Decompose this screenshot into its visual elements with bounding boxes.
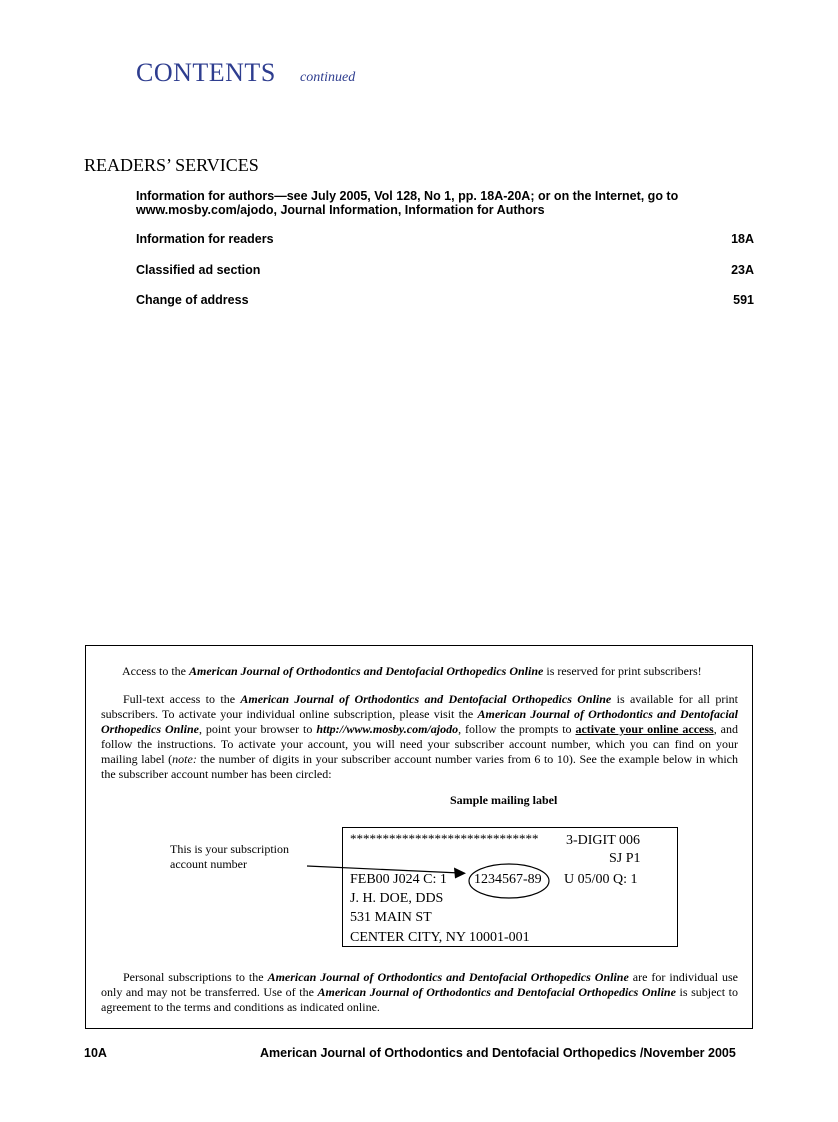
activate-online-access: activate your online access: [575, 722, 714, 736]
toc-entry-label: Classified ad section: [136, 263, 261, 277]
toc-entry-page: 591: [733, 293, 754, 307]
notice-paragraph-1: Access to the American Journal of Orthodontics and Dentofacial Orthopedics Online is reserved for print subscribers!: [122, 664, 702, 678]
toc-entry-label: Change of address: [136, 293, 249, 307]
label-name: J. H. DOE, DDS: [350, 891, 444, 906]
sample-label-title: Sample mailing label: [450, 793, 558, 807]
journal-name: American Journal of Orthodontics and Dentofacial Orthopedics Online: [267, 970, 629, 984]
label-line-2: SJ P1: [609, 851, 641, 866]
toc-entry-page: 23A: [731, 263, 754, 277]
journal-name: American Journal of Orthodontics and Dentofacial Orthopedics Online: [317, 985, 676, 999]
toc-entry: [136, 232, 754, 246]
notice-paragraph-2: Full-text access to the American Journal of Orthodontics and Dentofacial Orthopedics Online is available for all print subscribers. To activate your individual online subscription, please visit the American Journal of Orthodontics and Dentofacial Orthopedics Online, point your browser to http://www.mosby.com/ajodo, follow the prompts to activate your online access, and follow the instructions. To activate your account, you will need your subscriber account number, which you can find on your mailing label (note: the number of digits in your subscriber account number varies from 6 to 10). See the example below in which the subscriber account number has been circled:: [101, 692, 739, 781]
label-line-3: FEB00 J024 C: 1: [350, 872, 447, 887]
label-street: 531 MAIN ST: [350, 910, 432, 925]
page-title: CONTENTS: [136, 58, 276, 87]
section-heading: READERS’ SERVICES: [84, 155, 259, 175]
account-number-circle: [467, 862, 552, 900]
journal-name: American Journal of Orthodontics and Dentofacial Orthopedics Online: [240, 692, 612, 706]
label-line-3-end: U 05/00 Q: 1: [564, 872, 638, 887]
label-city: CENTER CITY, NY 10001-001: [350, 930, 530, 945]
toc-entry: [136, 263, 754, 277]
toc-entry-page: 18A: [731, 232, 754, 246]
journal-url: http://www.mosby.com/ajodo: [316, 722, 459, 736]
toc-entry: [136, 293, 754, 307]
account-number-note: This is your subscription account number: [170, 842, 289, 871]
journal-name: American Journal of Orthodontics and Dentofacial Orthopedics Online: [101, 707, 738, 736]
notice-paragraph-3: Personal subscriptions to the American Journal of Orthodontics and Dentofacial Orthopedics Online are for individual use only and may not be transferred. Use of the American Journal of Orthodontics and Dentofacial Orthopedics Online is subject to agreement to the terms and conditions as indicated online.: [101, 970, 739, 1014]
toc-entry-label: Information for readers: [136, 232, 274, 246]
authors-info: Information for authors—see July 2005, Vol 128, No 1, pp. 18A-20A; or on the Internet, go to www.mosby.com/ajodo, Journal Information, Information for Authors: [136, 189, 679, 217]
account-number: 1234567-89: [474, 872, 542, 887]
label-stars: *****************************: [350, 831, 539, 846]
label-digit-code: 3-DIGIT 006: [566, 833, 641, 848]
journal-name: American Journal of Orthodontics and Dentofacial Orthopedics Online: [188, 664, 544, 678]
journal-footer: American Journal of Orthodontics and Dentofacial Orthopedics /November 2005: [260, 1046, 736, 1060]
continued-note: continued: [300, 70, 356, 85]
page-number: 10A: [84, 1046, 107, 1060]
